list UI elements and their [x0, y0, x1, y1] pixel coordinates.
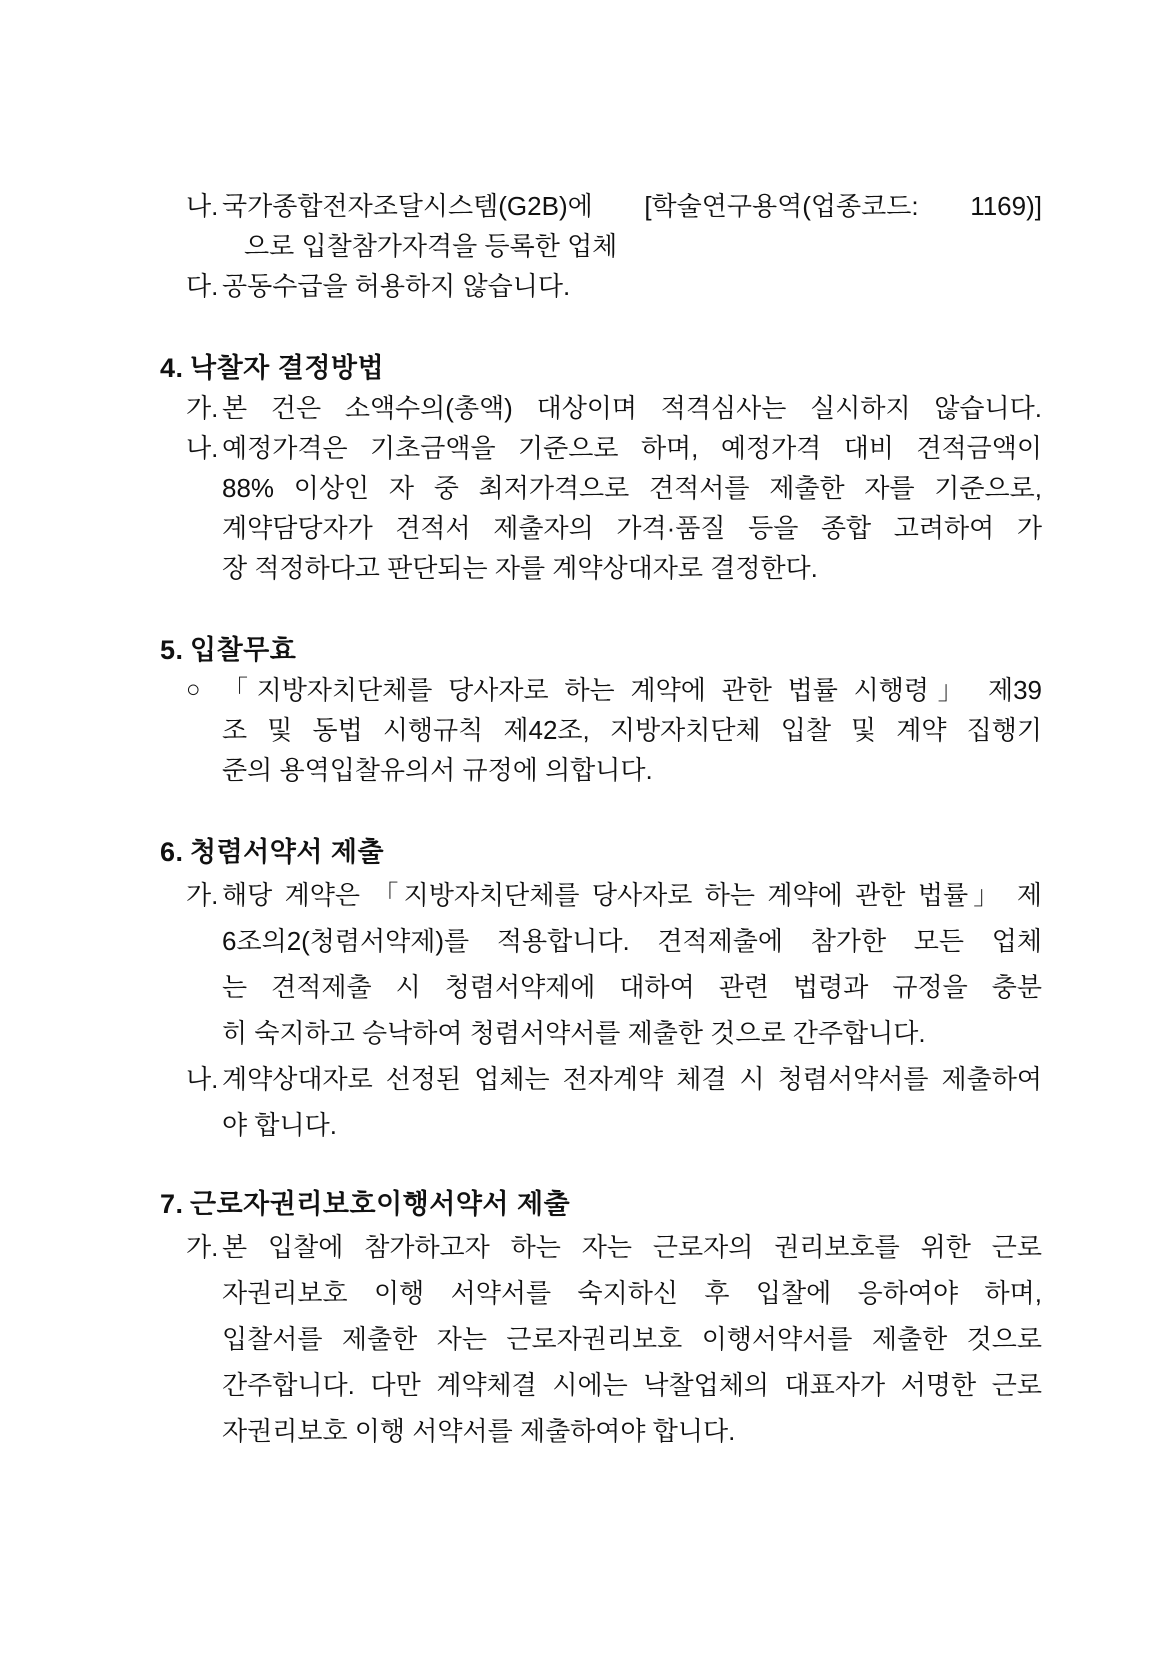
text-line: 으로 입찰참가자격을 등록한 업체 [244, 231, 618, 261]
item-label: 다. [186, 271, 219, 301]
item-body [222, 388, 1042, 428]
text-line: 계약담당자가 견적서 제출자의 가격·품질 등을 종합 고려하여 가 [222, 513, 1042, 543]
item-label: 가. [186, 393, 219, 423]
section-title: 입찰무효 [190, 635, 297, 665]
item-body [222, 1224, 1042, 1454]
text-line: 해당 계약은 「지방자치단체를 당사자로 하는 계약에 관한 법률」 제 [222, 880, 1042, 910]
list-item [186, 388, 1060, 428]
text-line: 조 및 동법 시행규칙 제42조, 지방자치단체 입찰 및 계약 집행기 [222, 715, 1042, 745]
list-item [186, 428, 1060, 588]
section-heading [160, 630, 1060, 670]
text-line: 본 입찰에 참가하고자 하는 자는 근로자의 권리보호를 위한 근로 [222, 1232, 1042, 1262]
intro-list [160, 186, 1060, 306]
section-heading [160, 1184, 1060, 1224]
section-number: 4. [160, 353, 184, 383]
text-line: 야 합니다. [222, 1110, 337, 1140]
text-line: 국가종합전자조달시스템(G2B)에 [학술연구용역(업종코드: 1169)] [222, 191, 1042, 221]
section-title: 청렴서약서 제출 [190, 837, 385, 867]
section-award-decision [160, 348, 1060, 588]
text-line: 자권리보호 이행 서약서를 숙지하신 후 입찰에 응하여야 하며, [222, 1278, 1042, 1308]
item-label: 나. [186, 191, 219, 221]
text-line: 88% 이상인 자 중 최저가격으로 견적서를 제출한 자를 기준으로, [222, 473, 1042, 503]
text-line: 자권리보호 이행 서약서를 제출하여야 합니다. [222, 1416, 736, 1446]
text-line: 본 건은 소액수의(총액) 대상이며 적격심사는 실시하지 않습니다. [222, 393, 1042, 423]
list-item [186, 1056, 1060, 1148]
list-item [186, 872, 1060, 1056]
text-line: 공동수급을 허용하지 않습니다. [222, 271, 571, 301]
section-integrity-pledge [160, 832, 1060, 1148]
item-label: 나. [186, 1064, 219, 1094]
list-item [186, 186, 1060, 266]
item-body [222, 266, 1042, 306]
text-line: 는 견적제출 시 청렴서약제에 대하여 관련 법령과 규정을 충분 [222, 972, 1042, 1002]
section-worker-rights-pledge [160, 1184, 1060, 1454]
text-line: 히 숙지하고 승낙하여 청렴서약서를 제출한 것으로 간주합니다. [222, 1018, 926, 1048]
text-line: 간주합니다. 다만 계약체결 시에는 낙찰업체의 대표자가 서명한 근로 [222, 1370, 1042, 1400]
text-line: 6조의2(청렴서약제)를 적용합니다. 견적제출에 참가한 모든 업체 [222, 926, 1042, 956]
list-item [186, 266, 1060, 306]
item-body [222, 872, 1042, 1056]
item-label: 가. [186, 880, 219, 910]
item-body [222, 670, 1042, 790]
section-number: 7. [160, 1189, 184, 1219]
section-heading [160, 832, 1060, 872]
text-line: 계약상대자로 선정된 업체는 전자계약 체결 시 청렴서약서를 제출하여 [222, 1064, 1042, 1094]
text-line: 예정가격은 기초금액을 기준으로 하며, 예정가격 대비 견적금액이 [222, 433, 1042, 463]
item-label: 가. [186, 1232, 219, 1262]
section-heading [160, 348, 1060, 388]
item-label: 나. [186, 433, 219, 463]
circle-bullet-icon: ○ [186, 676, 201, 703]
section-number: 6. [160, 837, 184, 867]
section-bid-invalid [160, 630, 1060, 790]
text-line: 「지방자치단체를 당사자로 하는 계약에 관한 법률 시행령」 제39 [222, 675, 1042, 705]
section-number: 5. [160, 635, 184, 665]
text-line: 장 적정하다고 판단되는 자를 계약상대자로 결정한다. [222, 553, 818, 583]
list-item [186, 1224, 1060, 1454]
item-body [222, 1056, 1042, 1148]
text-line: 준의 용역입찰유의서 규정에 의합니다. [222, 755, 653, 785]
section-title: 낙찰자 결정방법 [190, 353, 385, 383]
item-body [222, 186, 1042, 266]
text-line: 입찰서를 제출한 자는 근로자권리보호 이행서약서를 제출한 것으로 [222, 1324, 1042, 1354]
item-body [222, 428, 1042, 588]
section-title: 근로자권리보호이행서약서 제출 [190, 1189, 571, 1219]
list-item [186, 670, 1060, 790]
